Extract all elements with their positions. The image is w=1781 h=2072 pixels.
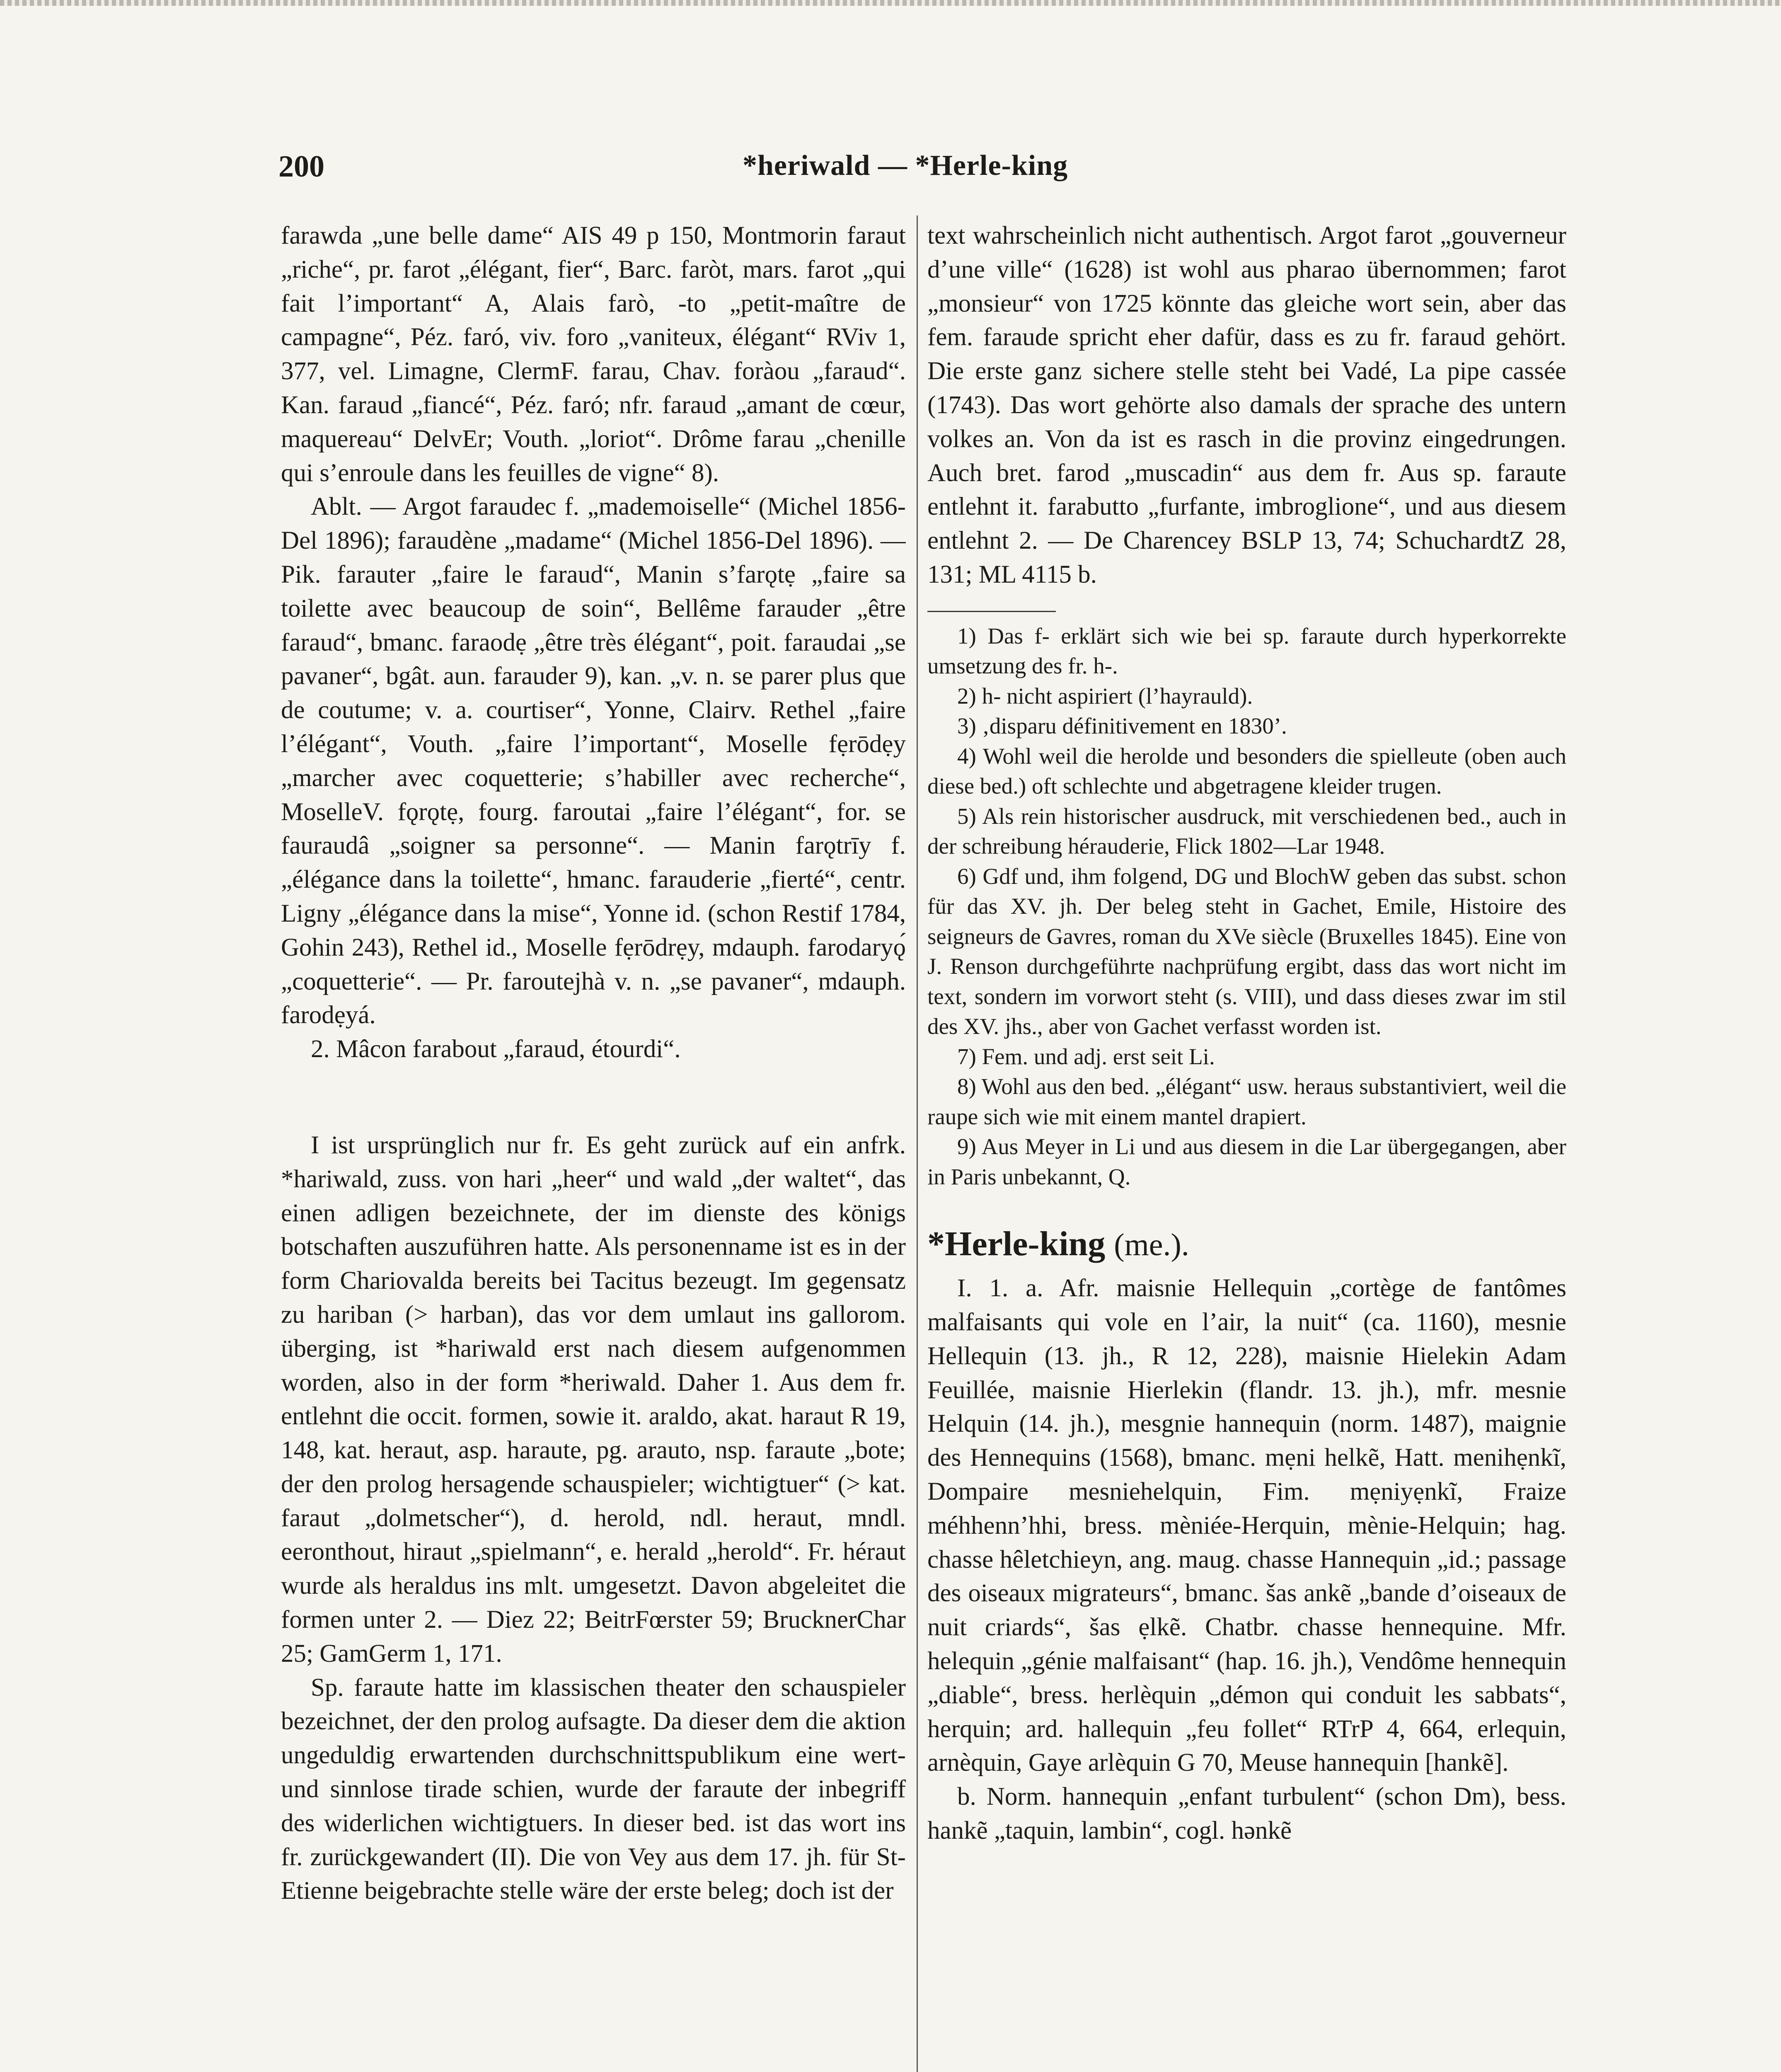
- footnote: 6) Gdf und, ihm folgend, DG und BlochW geben das subst. schon für das XV. jh. Der beleg steht in Gachet, Emile, Histoire des seigneurs de Gavres, roman du XVe siècle (Bruxelles 1845). Eine von J. Renson durchgeführte nachprüfung ergibt, dass das wort nicht im text, sondern im vorwort steht (s. VIII), und dass dieses zwar im stil des XV. jhs., aber von Gachet verfasst worden ist.: [927, 863, 1566, 1039]
- scan-edge-top: [0, 0, 1781, 6]
- paragraph: text wahrscheinlich nicht authentisch. Argot farot „gouverneur d’une ville“ (1628) ist wohl aus pharao übernommen; farot „monsieur“ von 1725 könnte das gleiche wort sein, aber das fem. faraude spricht eher dafür, dass es zu fr. faraud gehört. Die erste ganz sichere stelle steht bei Vadé, La pipe cassée (1743). Das wort gehörte also damals der sprache des untern volkes an. Von da ist es rasch in die provinz eingedrungen. Auch bret. farod „muscadin“ aus dem fr. Aus sp. faraute entlehnt it. farabutto „furfante, imbroglione“, und aus diesem entlehnt 2. — De Charencey BSLP 13, 74; SchuchardtZ 28, 131; ML 4115 b.: [927, 222, 1566, 588]
- column-divider: [917, 215, 918, 2072]
- paragraph: b. Norm. hannequin „enfant turbulent“ (schon Dm), bess. hankẽ „taquin, lambin“, cogl. hənkẽ: [927, 1783, 1566, 1845]
- footnote: 4) Wohl weil die herolde und besonders die spielleute (oben auch diese bed.) oft schlechte und abgetragene kleider trugen.: [927, 743, 1566, 799]
- entry-title: *Herle-king: [927, 1225, 1106, 1264]
- footnote: 2) h- nicht aspiriert (l’hayrauld).: [957, 683, 1253, 709]
- entry-heading: [927, 1222, 1566, 1267]
- right-column: [927, 219, 1566, 2072]
- section-gap: [281, 1066, 906, 1128]
- running-head: *heriwald — *Herle-king: [743, 150, 1068, 182]
- page-number: 200: [278, 150, 324, 184]
- paragraph: I. 1. a. Afr. maisnie Hellequin „cortège de fantômes malfaisants qui vole en l’air, la nuit“ (ca. 1160), mesnie Hellequin (13. jh., R 12, 228), maisnie Hielekin Adam Feuillée, maisnie Hierlekin (flandr. 13. jh.), mfr. mesnie Helquin (14. jh.), mesgnie hannequin (norm. 1487), maignie des Hennequins (1568), bmanc. mẹni helkẽ, Hatt. menihẹnkĩ, Dompaire mesniehelquin, Fim. mẹniyẹnkĩ, Fraize méhhenn’hhi, bress. mèniée-Herquin, mènie-Helquin; hag. chasse hêletchieyn, ang. maug. chasse Hannequin „id.; passage des oiseaux migrateurs“, bmanc. šas ankẽ „bande d’oiseaux de nuit criards“, šas ẹlkẽ. Chatbr. chasse hennequine. Mfr. helequin „génie malfaisant“ (hap. 16. jh.), Vendôme hennequin „diable“, bress. herlèquin „démon qui conduit les sabbats“, herquin; ard. hallequin „feu follet“ RTrP 4, 664, erlequin, arnèquin, Gaye arlèquin G 70, Meuse hannequin [hankẽ].: [927, 1274, 1566, 1777]
- footnote: 1) Das f- erklärt sich wie bei sp. faraute durch hyperkorrekte umsetzung des fr. h-.: [927, 623, 1566, 679]
- paragraph: 2. Mâcon farabout „faraud, étourdi“.: [311, 1035, 681, 1063]
- paragraph: farawda „une belle dame“ AIS 49 p 150, Montmorin faraut „riche“, pr. farot „élégant, fier“, Barc. faròt, mars. farot „qui fait l’important“ A, Alais farò, -to „petit-maître de campagne“, Péz. faró, viv. foro „vaniteux, élégant“ RViv 1, 377, vel. Limagne, ClermF. farau, Chav. foràou „faraud“. Kan. faraud „fiancé“, Péz. faró; nfr. faraud „amant de cœur, maquereau“ DelvEr; Vouth. „loriot“. Drôme farau „chenille qui s’enroule dans les feuilles de vigne“ 8).: [281, 222, 906, 487]
- footnote-rule: [927, 611, 1056, 612]
- footnote: 3) ‚disparu définitivement en 1830’.: [957, 713, 1287, 739]
- footnote: 8) Wohl aus den bed. „élégant“ usw. heraus substantiviert, weil die raupe sich wie mit einem mantel drapiert.: [927, 1074, 1566, 1129]
- footnote: 9) Aus Meyer in Li und aus diesem in die Lar übergegangen, aber in Paris unbekannt, Q.: [927, 1134, 1566, 1189]
- entry-title-suffix: (me.).: [1114, 1227, 1189, 1263]
- paragraph: Sp. faraute hatte im klassischen theater den schauspieler bezeichnet, der den prolog aufsagte. Da dieser dem die aktion ungeduldig erwartenden durchschnittspublikum eine wert- und sinnlose tirade schien, wurde der faraute der inbegriff des widerlichen wichtigtuers. In dieser bed. ist das wort ins fr. zurückgewandert (II). Die von Vey aus dem 17. jh. für St-Etienne beigebrachte stelle wäre der erste beleg; doch ist der: [281, 1673, 906, 1905]
- paragraph: I ist ursprünglich nur fr. Es geht zurück auf ein anfrk. *hariwald, zuss. von hari „heer“ und wald „der waltet“, das einen adligen bezeichnete, der im dienste des königs botschaften auszuführen hatte. Als personenname ist es in der form Chariovalda bereits bei Tacitus bezeugt. Im gegensatz zu hariban (> harban), das vor dem umlaut ins gallorom. überging, ist *hariwald erst nach diesem aufgenommen worden, also in der form *heriwald. Daher 1. Aus dem fr. entlehnt die occit. formen, sowie it. araldo, akat. haraut R 19, 148, kat. heraut, asp. haraute, pg. arauto, nsp. faraute „bote; der den prolog hersagende schauspieler; wichtigtuer“ (> kat. faraut „dolmetscher“), d. herold, ndl. heraut, mndl. eeronthout, hiraut „spielmann“, e. herald „herold“. Fr. héraut wurde als heraldus ins mlt. umgesetzt. Davon abgeleitet die formen unter 2. — Diez 22; BeitrFœrster 59; BrucknerChar 25; GamGerm 1, 171.: [281, 1131, 906, 1668]
- footnote: 5) Als rein historischer ausdruck, mit verschiedenen bed., auch in der schreibung hérauderie, Flick 1802—Lar 1948.: [927, 803, 1566, 859]
- paragraph: Ablt. — Argot faraudec f. „mademoiselle“ (Michel 1856-Del 1896); faraudène „madame“ (Michel 1856-Del 1896). — Pik. farauter „faire le faraud“, Manin s’farǫtẹ „faire sa toilette avec beaucoup de soin“, Bellême farauder „être faraud“, bmanc. faraodẹ „être très élégant“, poit. faraudai „se pavaner“, bgât. aun. farauder 9), kan. „v. n. se parer plus que de coutume; v. a. courtiser“, Yonne, Clairv. Rethel „faire l’élégant“, Vouth. „faire l’important“, Moselle fẹrōdẹy „marcher avec coquetterie; s’habiller avec recherche“, MoselleV. fǫrǫtẹ, fourg. faroutai „faire l’élégant“, for. se fauraudâ „soigner sa personne“. — Manin farǫtrīy f. „élégance dans la toilette“, hmanc. farauderie „fierté“, centr. Ligny „élégance dans la mise“, Yonne id. (schon Restif 1784, Gohin 243), Rethel id., Moselle fẹrōdrẹy, mdauph. farodaryǫ́ „coquetterie“. — Pr. faroutejhà v. n. „se pavaner“, mdauph. farodẹyá.: [281, 493, 906, 1029]
- footnote: 7) Fem. und adj. erst seit Li.: [957, 1043, 1215, 1069]
- left-column: [281, 219, 906, 2072]
